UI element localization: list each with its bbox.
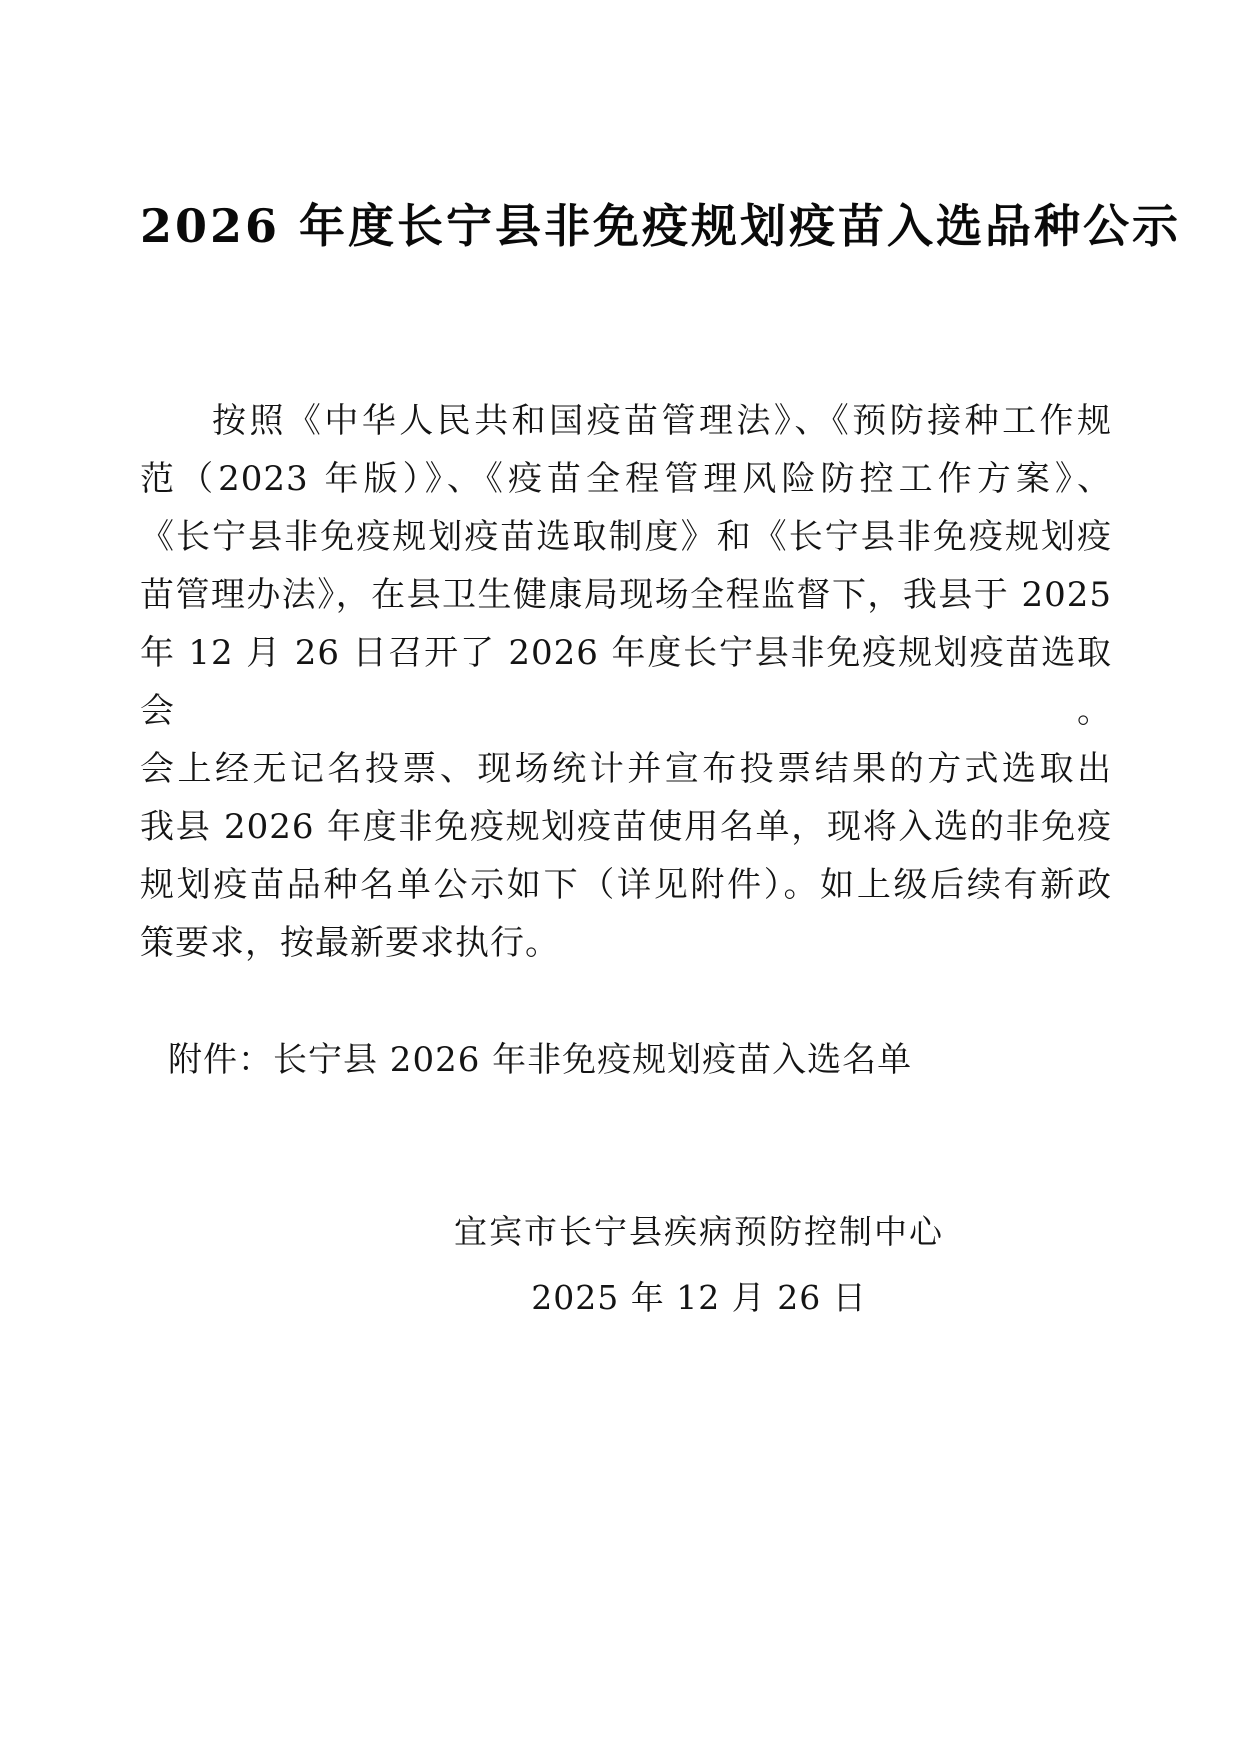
- attachment-line: 附件：长宁县 2026 年非免疫规划疫苗入选名单: [168, 1040, 913, 1080]
- signature-date: 2025 年 12 月 26 日: [531, 1278, 867, 1317]
- document-title: 2026 年度长宁县非免疫规划疫苗入选品种公示: [140, 199, 1182, 253]
- body-line: 年 12 月 26 日召开了 2026 年度长宁县非免疫规划疫苗选取会。: [140, 633, 1112, 731]
- body-line: 规划疫苗品种名单公示如下（详见附件）。如上级后续有新政: [140, 865, 1112, 905]
- body-line: 我县 2026 年度非免疫规划疫苗使用名单，现将入选的非免疫: [140, 807, 1112, 847]
- body-line: 苗管理办法》，在县卫生健康局现场全程监督下，我县于 2025: [140, 575, 1112, 615]
- body-line: 按照《中华人民共和国疫苗管理法》、《预防接种工作规: [212, 401, 1112, 441]
- body-line: 会上经无记名投票、现场统计并宣布投票结果的方式选取出: [140, 749, 1112, 789]
- body-line: 《长宁县非免疫规划疫苗选取制度》和《长宁县非免疫规划疫: [140, 517, 1112, 557]
- body-line: 策要求，按最新要求执行。: [140, 923, 560, 963]
- signature-organization: 宜宾市长宁县疾病预防控制中心: [454, 1212, 944, 1251]
- body-line: 范（2023 年版）》、《疫苗全程管理风险防控工作方案》、: [140, 459, 1112, 499]
- signature-block: [454, 1203, 944, 1327]
- body-paragraph: [140, 392, 1112, 972]
